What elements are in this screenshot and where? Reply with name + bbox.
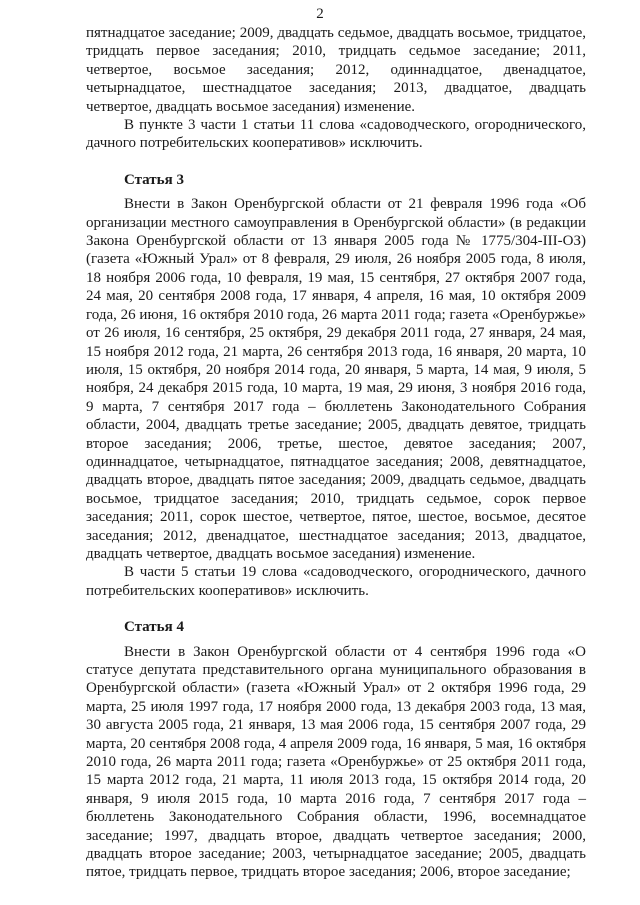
article-3 — [86, 171, 586, 600]
article-4-heading: Статья 4 — [124, 619, 184, 636]
intro-clause: В пункте 3 части 1 статьи 11 слова «садоводческого, огороднического, дачного потребительских кооперативов» исключить. — [86, 117, 586, 152]
article-3-paragraph-2: В части 5 статьи 19 слова «садоводческого, огороднического, дачного потребительских кооперативов» исключить. — [86, 564, 586, 599]
intro-continuation: пятнадцатое заседание; 2009, двадцать седьмое, двадцать восьмое, тридцатое, тридцать первое заседания; 2010, тридцать седьмое заседание; 2011, четвертое, восьмое заседания; 2012, одиннадцатое, двенадцатое, четырнадцатое, шестнадцатое заседания; 2013, двадцатое, двадцать четвертое, двадцать восьмое заседания) изменение. — [86, 25, 586, 115]
document-body — [86, 24, 586, 882]
page-number: 2 — [316, 6, 324, 22]
article-4-paragraph-1: Внести в Закон Оренбургской области от 4 сентября 1996 года «О статусе депутата представительного органа муниципального образования в Оренбургской области» (газета «Южный Урал» от 2 октября 1996 года, 29 марта, 25 июля 1997 года, 17 ноября 2000 года, 13 декабря 2003 года, 13 мая, 30 августа 2005 года, 21 января, 13 мая 2006 года, 15 сентября 2007 года, 29 марта, 20 сентября 2008 года, 4 апреля 2009 года, 16 января, 5 мая, 16 октября 2010 года, 26 марта 2011 года; газета «Оренбуржье» от 25 октября 2011 года, 15 марта 2012 года, 21 марта, 11 июля 2013 года, 15 октября 2014 года, 20 января, 9 июля 2015 года, 10 марта 2016 года, 7 сентября 2017 года – бюллетень Законодательного Собрания области, 1996, восемнадцатое заседание; 1997, двадцать второе, двадцать четвертое заседания; 2000, двадцать второе заседание; 2003, четырнадцатое заседание; 2005, двадцать пятое, тридцать первое, тридцать второе заседания; 2006, второе заседание; — [86, 643, 586, 881]
article-3-paragraph-1: Внести в Закон Оренбургской области от 21 февраля 1996 года «Об организации местного самоуправления в Оренбургской области» (в редакции Закона Оренбургской области от 13 января 2005 года № 1775/304-III-ОЗ) (газета «Южный Урал» от 8 февраля, 29 июля, 26 ноября 2005 года, 8 июля, 18 ноября 2006 года, 10 февраля, 19 мая, 15 сентября, 27 октября 2007 года, 24 мая, 20 сентября 2008 года, 17 января, 4 апреля, 16 мая, 10 октября 2009 года, 26 июня, 16 октября 2010 года, 26 марта 2011 года; газета «Оренбуржье» от 26 июля, 16 сентября, 25 октября, 29 декабря 2011 года, 27 января, 24 мая, 15 ноября 2012 года, 21 марта, 26 сентября 2013 года, 16 января, 20 марта, 10 июля, 15 октября, 20 ноября 2014 года, 20 января, 5 марта, 14 мая, 9 июля, 5 ноября, 24 декабря 2015 года, 10 марта, 19 мая, 29 июня, 3 ноября 2016 года, 9 марта, 7 сентября 2017 года – бюллетень Законодательного Собрания области, 2004, двадцать третье заседание; 2005, двадцать девятое, тридцать второе заседания; 2006, третье, шестое, девятое заседания; 2007, одиннадцатое, четырнадцатое, пятнадцатое заседания; 2008, девятнадцатое, двадцать второе, двадцать пятое заседания; 2009, двадцать седьмое, двадцать восьмое, тридцатое заседания; 2010, тридцать седьмое, сорок первое заседания; 2011, сорок шестое, четвертое, пятое, шестое, восьмое, десятое заседания; 2012, двенадцатое, шестнадцатое заседания; 2013, двадцатое, двадцать четвертое, двадцать восьмое заседания) изменение. — [86, 196, 586, 562]
article-3-heading: Статья 3 — [124, 171, 184, 188]
article-4 — [86, 618, 586, 882]
